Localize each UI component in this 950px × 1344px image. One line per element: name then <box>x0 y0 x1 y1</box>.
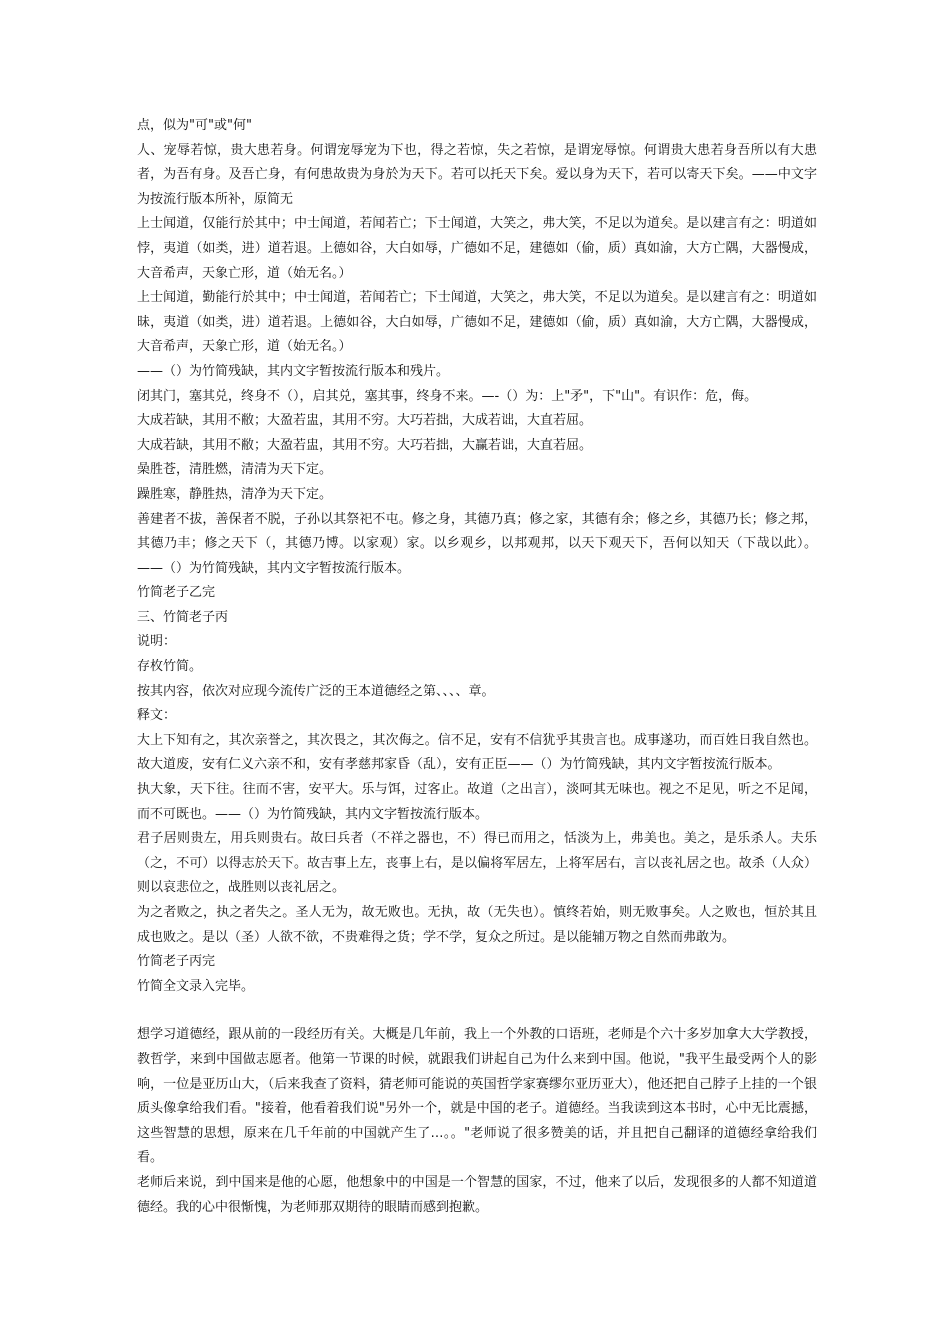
paragraph: 人、宠辱若惊，贵大患若身。何谓宠辱宠为下也，得之若惊，失之若惊，是谓宠辱惊。何谓贵大患若身吾所以有大患者，为吾有身。及吾亡身，有何患故贵为身於为天下。若可以托天下矣。爱以身为天下，若可以寄天下矣。——中文字为按流行版本所补，原简无 <box>137 142 817 207</box>
paragraph: ——（）为竹简残缺，其内文字暂按流行版本和残片。 <box>137 363 450 379</box>
paragraph: 说明： <box>137 634 177 650</box>
paragraph: 存枚竹简。 <box>137 659 203 675</box>
paragraph: 善建者不拔，善保者不脱，子孙以其祭祀不屯。修之身，其德乃真；修之家，其德有余；修之乡，其德乃长；修之邦，其德乃丰；修之天下（，其德乃博。以家观）家。以乡观乡，以邦观邦，以天下观天下，吾何以知天（下哉以此）。——（）为竹简残缺，其内文字暂按流行版本。 <box>137 511 817 576</box>
paragraph: 点，似为"可"或"何" <box>137 118 252 133</box>
paragraph: 竹简全文录入完毕。 <box>137 978 255 994</box>
paragraph: 大成若缺，其用不敝；大盈若盅，其用不穷。大巧若拙，大赢若诎，大直若屈。 <box>137 437 593 453</box>
paragraph: 大成若缺，其用不敝；大盈若盅，其用不穷。大巧若拙，大成若诎，大直若屈。 <box>137 413 593 429</box>
section-heading: 三、竹简老子丙 <box>137 609 229 625</box>
paragraph: 上士闻道，仅能行於其中；中士闻道，若闻若亡；下士闻道，大笑之，弗大笑，不足以为道矣。是以建言有之：明道如悖，夷道（如类，进）道若退。上德如谷，大白如辱，广德如不足，建德如（偷，质）真如渝，大方亡隅，大器慢成，大音希声，天象亡形，道（始无名。） <box>137 216 817 281</box>
paragraph: 执大象，天下往。往而不害，安平大。乐与饵，过客止。故道（之出言），淡呵其无味也。视之不足见，听之不足闻，而不可既也。——（）为竹简残缺，其内文字暂按流行版本。 <box>137 782 817 822</box>
paragraph: 闭其门，塞其兑，终身不（），启其兑，塞其事，终身不来。—-（）为：上"矛"，下"山"。有识作：危，侮。 <box>137 388 758 404</box>
paragraph: 上士闻道，勤能行於其中；中士闻道，若闻若亡；下士闻道，大笑之，弗大笑，不足以为道矣。是以建言有之：明道如昧，夷道（如类，进）道若退。上德如谷，大白如辱，广德如不足，建德如（偷，质）真如渝，大方亡隅，大器慢成，大音希声，天象亡形，道（始无名。） <box>137 290 817 355</box>
essay-paragraph: 想学习道德经，跟从前的一段经历有关。大概是几年前，我上一个外教的口语班，老师是个六十多岁加拿大大学教授，教哲学，来到中国做志愿者。他第一节课的时候，就跟我们讲起自己为什么来到中国。他说，"我平生最受两个人的影响，一位是亚历山大，（后来我查了资料，猜老师可能说的英国哲学家赛缪尔亚历亚大），他还把自己脖子上挂的一个银质头像拿给我们看。"接着，他看着我们说"另外一个，就是中国的老子。道德经。当我读到这本书时，心中无比震撼，这些智慧的思想，原来在几千年前的中国就产生了…。。"老师说了很多赞美的话，并且把自己翻译的道德经拿给我们看。 <box>137 1027 817 1166</box>
paragraph: 按其内容，依次对应现今流传广泛的王本道德经之第、、、、章。 <box>137 683 495 699</box>
section-end: 竹简老子乙完 <box>137 585 216 601</box>
paragraph: 大上下知有之，其次亲誉之，其次畏之，其次侮之。信不足，安有不信犹乎其贵言也。成事遂功，而百姓日我自然也。故大道废，安有仁义六亲不和，安有孝慈邦家昏（乱），安有正臣——（）为竹简残缺，其内文字暂按流行版本。 <box>137 732 817 773</box>
document-page <box>137 114 817 1220</box>
paragraph-gap <box>137 999 817 1023</box>
paragraph: 释文： <box>137 708 177 724</box>
section-end: 竹简老子丙完 <box>137 954 216 970</box>
paragraph: 君子居则贵左，用兵则贵右。故曰兵者（不祥之器也，不）得已而用之，恬淡为上，弗美也。美之，是乐杀人。夫乐（之，不可）以得志於天下。故吉事上左，丧事上右，是以偏将军居左，上将军居右，言以丧礼居之也。故杀（人众）则以哀悲位之，战胜则以丧礼居之。 <box>137 831 817 896</box>
essay-paragraph: 老师后来说，到中国来是他的心愿，他想象中的中国是一个智慧的国家，不过，他来了以后，发现很多的人都不知道道德经。我的心中很惭愧，为老师那双期待的眼睛而感到抱歉。 <box>137 1174 817 1215</box>
paragraph: 躁胜寒，静胜热，清净为天下定。 <box>137 486 333 502</box>
paragraph: 喿胜苍，清胜燃，清清为天下定。 <box>137 462 333 478</box>
paragraph: 为之者败之，执之者失之。圣人无为，故无败也。无执，故（无失也）。慎终若始，则无败事矣。人之败也，恒於其且成也败之。是以（圣）人欲不欲，不贵难得之货；学不学，复众之所过。是以能辅万物之自然而弗敢为。 <box>137 905 817 945</box>
